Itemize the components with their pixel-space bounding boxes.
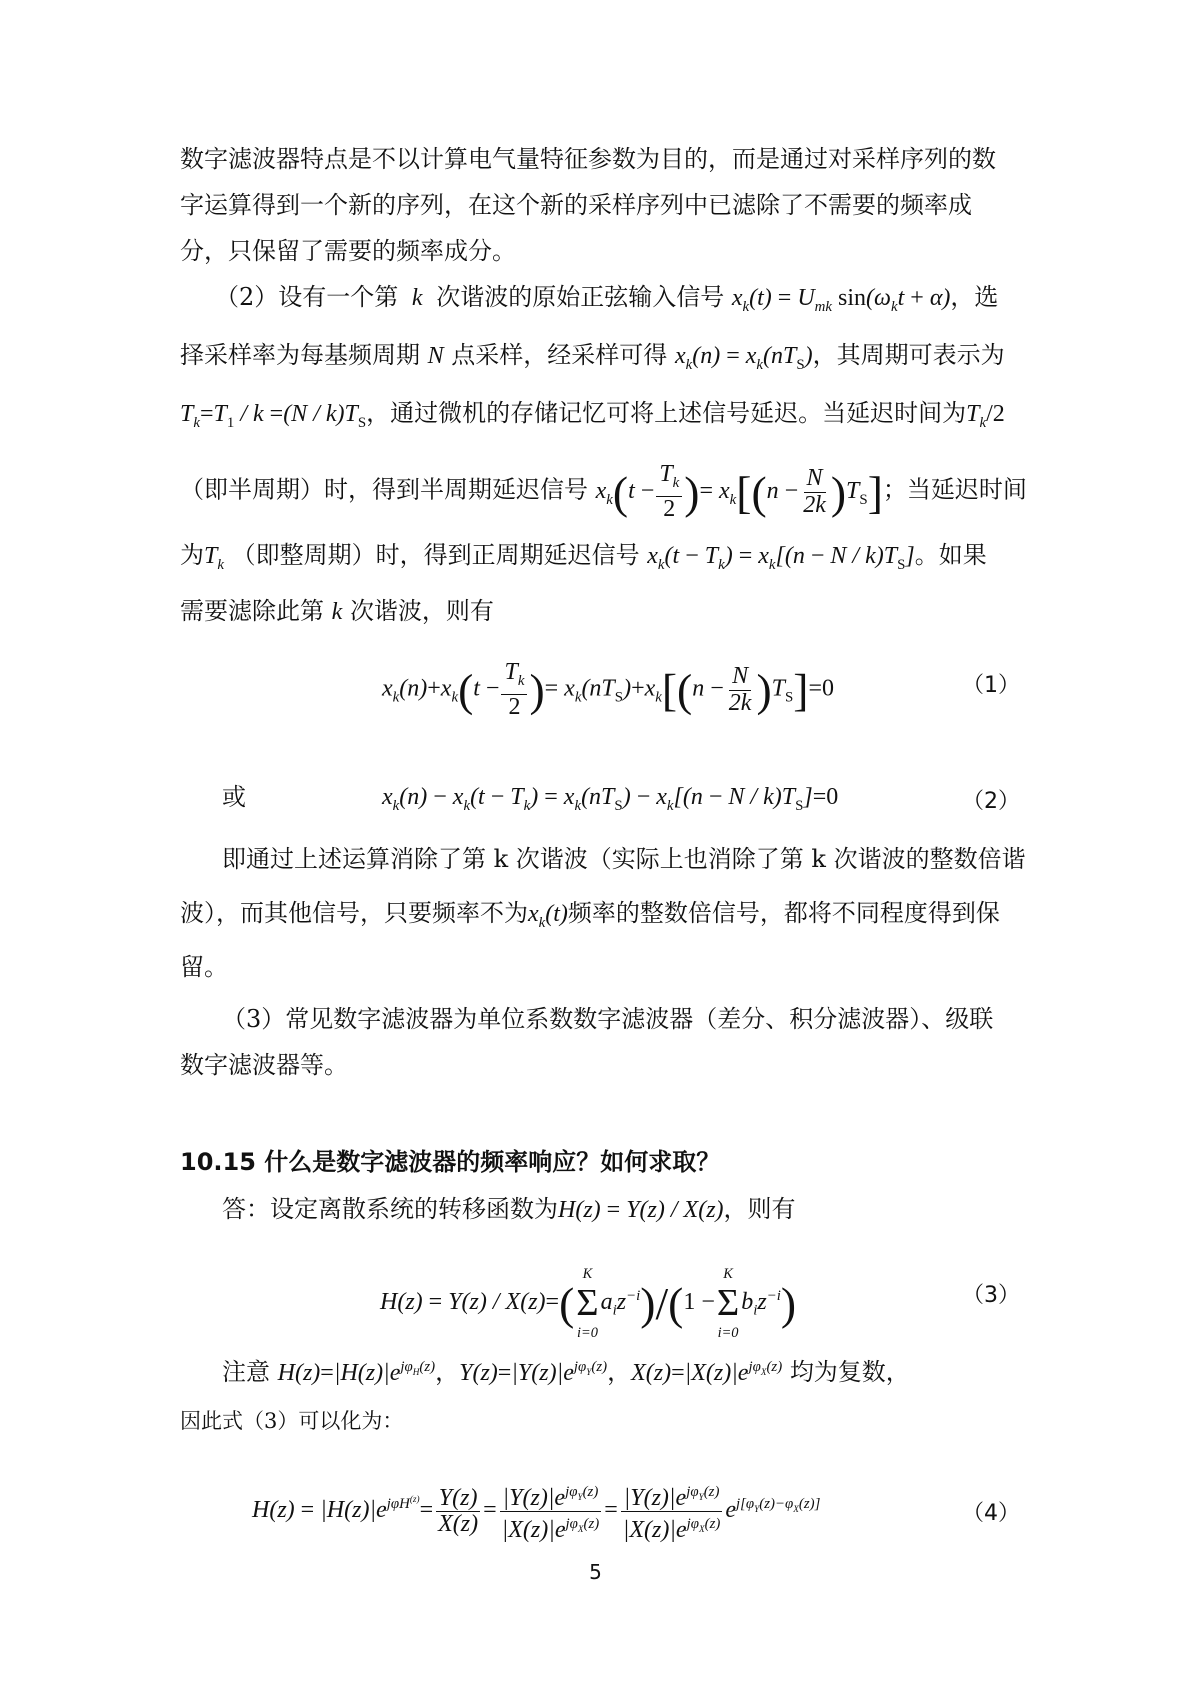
equation-number-4: （4） <box>962 1501 1020 1526</box>
text-fragment: 次谐波，则有 <box>349 597 494 625</box>
equation-number-2: （2） <box>962 789 1020 814</box>
text-fragment: ，其周期可表示为 <box>812 341 1005 369</box>
line-sampling <box>180 338 1005 382</box>
math-k: k <box>405 285 429 311</box>
math-Tk: $T_k$ <box>204 543 224 573</box>
text-fragment: （即半周期）时，得到半周期延迟信号 <box>180 475 588 504</box>
text-fragment: （即整周期）时，得到正周期延迟信号 <box>231 541 640 569</box>
equation-4: $H(z) = |H(z)|e^{j\varphi H^{(z)}}=$ $\frac{Y(z)}{X(z)}$ = $\frac{|Y(z)|e^{j\varphi_Y(z)}}{|X(z)|e^{j\varphi_X(z)}}$ = $\frac{|Y(z)|e^{j\varphi_Y(z)}}{|X(z)|e^{j\varphi_X(z)}}$ $e^{j[\varphi_Y(z)-\varphi_X(z)]}$ <box>252 1480 820 1543</box>
text-fragment: ，通过微机的存储记忆可将上述信号延迟。当延迟时间为 <box>366 399 967 427</box>
math-k: k <box>331 599 343 625</box>
line-half-period-delay <box>180 462 1027 522</box>
text-fragment: ，选 <box>950 283 999 311</box>
line-period <box>180 396 1005 440</box>
equation-1: $x_k(n)+x_k(t$ − $\frac{T_k}{2}$ )= $x_k(nT_S)+x_k[(n$ − $\frac{N}{2k}$ )$T_S]=0$ <box>382 659 835 720</box>
equation-3: H(z) = Y(z) / X(z)=( K Σ i=0 $a_iz^{-i})/(1$ − K Σ i=0 $b_iz^{-i}$) <box>380 1266 797 1341</box>
text-fragment: 答：设定离散系统的转移函数为 <box>222 1195 558 1223</box>
text-fragment: 。如果 <box>914 541 987 569</box>
line-answer <box>222 1192 796 1227</box>
math-full-delay-signal: $x_k(t - T_k) = x_k[(n - N / k)T_S]$ <box>647 543 915 573</box>
line-full-period-delay <box>180 538 987 582</box>
text-fragment: 需要滤除此第 <box>180 597 324 625</box>
paragraph-common-filters: （3）常见数字滤波器为单位系数数字滤波器（差分、积分滤波器）、级联数字滤波器等。 <box>180 1005 994 1079</box>
line-note <box>222 1350 910 1390</box>
text-fragment: ，则有 <box>723 1195 796 1223</box>
math-polar-forms: $H(z)=|H(z)|e^{j\varphi_H(z)}$，$Y(z)=|Y(z)|e^{j\varphi_Y(z)}$，$X(z)=|X(z)|e^{j\varphi_X(z)}$ <box>277 1359 783 1386</box>
line-harmonic-signal <box>215 280 998 324</box>
text-fragment: 次谐波的原始正弦输入信号 <box>436 283 725 311</box>
equation-number-1: （1） <box>962 673 1020 698</box>
text-fragment: 注意 <box>222 1358 270 1386</box>
line-result-3: 留。 <box>180 953 228 981</box>
paragraph-filter-feature: 数字滤波器特点是不以计算电气量特征参数为目的，而是通过对采样序列的数字运算得到一个新的序列，在这个新的采样序列中已滤除了不需要的频率成分，只保留了需要的频率成分。 <box>180 145 996 265</box>
text-fragment: 择采样率为每基频周期 <box>180 341 420 369</box>
text-fragment: 频率的整数倍信号，都将不同程度得到保 <box>567 899 1000 927</box>
section-heading: 10.15 什么是数字滤波器的频率响应？如何求取？ <box>180 1148 721 1176</box>
math-half-period: $T_k/2$ <box>966 401 1005 431</box>
math-sampled-signal: $x_k(n) = x_k(nT_S)$ <box>674 343 813 373</box>
text-fragment: （2）设有一个第 <box>215 283 399 311</box>
line-result-2 <box>180 896 1000 940</box>
math-period: $T_k=T_1 / k =(N / k)T_S$ <box>180 401 367 431</box>
line-filter-need <box>180 594 494 629</box>
text-fragment: 点采样，经采样可得 <box>451 341 668 369</box>
line-note-continued: 因此式（3）可以化为： <box>180 1409 404 1433</box>
or-label: 或 <box>222 783 246 811</box>
math-input-signal: $x_k(t) = U_{mk}$ $\sin(\omega_kt + \alpha)$ <box>731 285 951 315</box>
math-xk-t: $x_k(t)$ <box>528 901 568 931</box>
text-fragment: 为 <box>180 541 204 569</box>
line-result-1: 即通过上述运算消除了第 k 次谐波（实际上也消除了第 k 次谐波的整数倍谐 <box>222 845 1026 873</box>
text-fragment: ；当延迟时间 <box>882 475 1027 504</box>
page-number: 5 <box>589 1560 602 1584</box>
math-transfer-function: H(z) = Y(z) / X(z) <box>558 1197 724 1223</box>
math-half-delay-signal: $x_k(t$ − $\frac{T_k}{2}$ )= $x_k[(n$ − $\frac{N}{2k}$ )$T_S$] <box>595 461 883 522</box>
equation-number-3: （3） <box>962 1283 1020 1308</box>
text-fragment: 均为复数， <box>789 1358 910 1386</box>
text-fragment: 波），而其他信号，只要频率不为 <box>180 899 528 927</box>
equation-2: $x_k(n) - x_k(t - T_k) = x_k(nT_S) - x_k[(n - N / k)T_S]=0$ <box>382 784 839 814</box>
math-N: N <box>427 343 444 369</box>
